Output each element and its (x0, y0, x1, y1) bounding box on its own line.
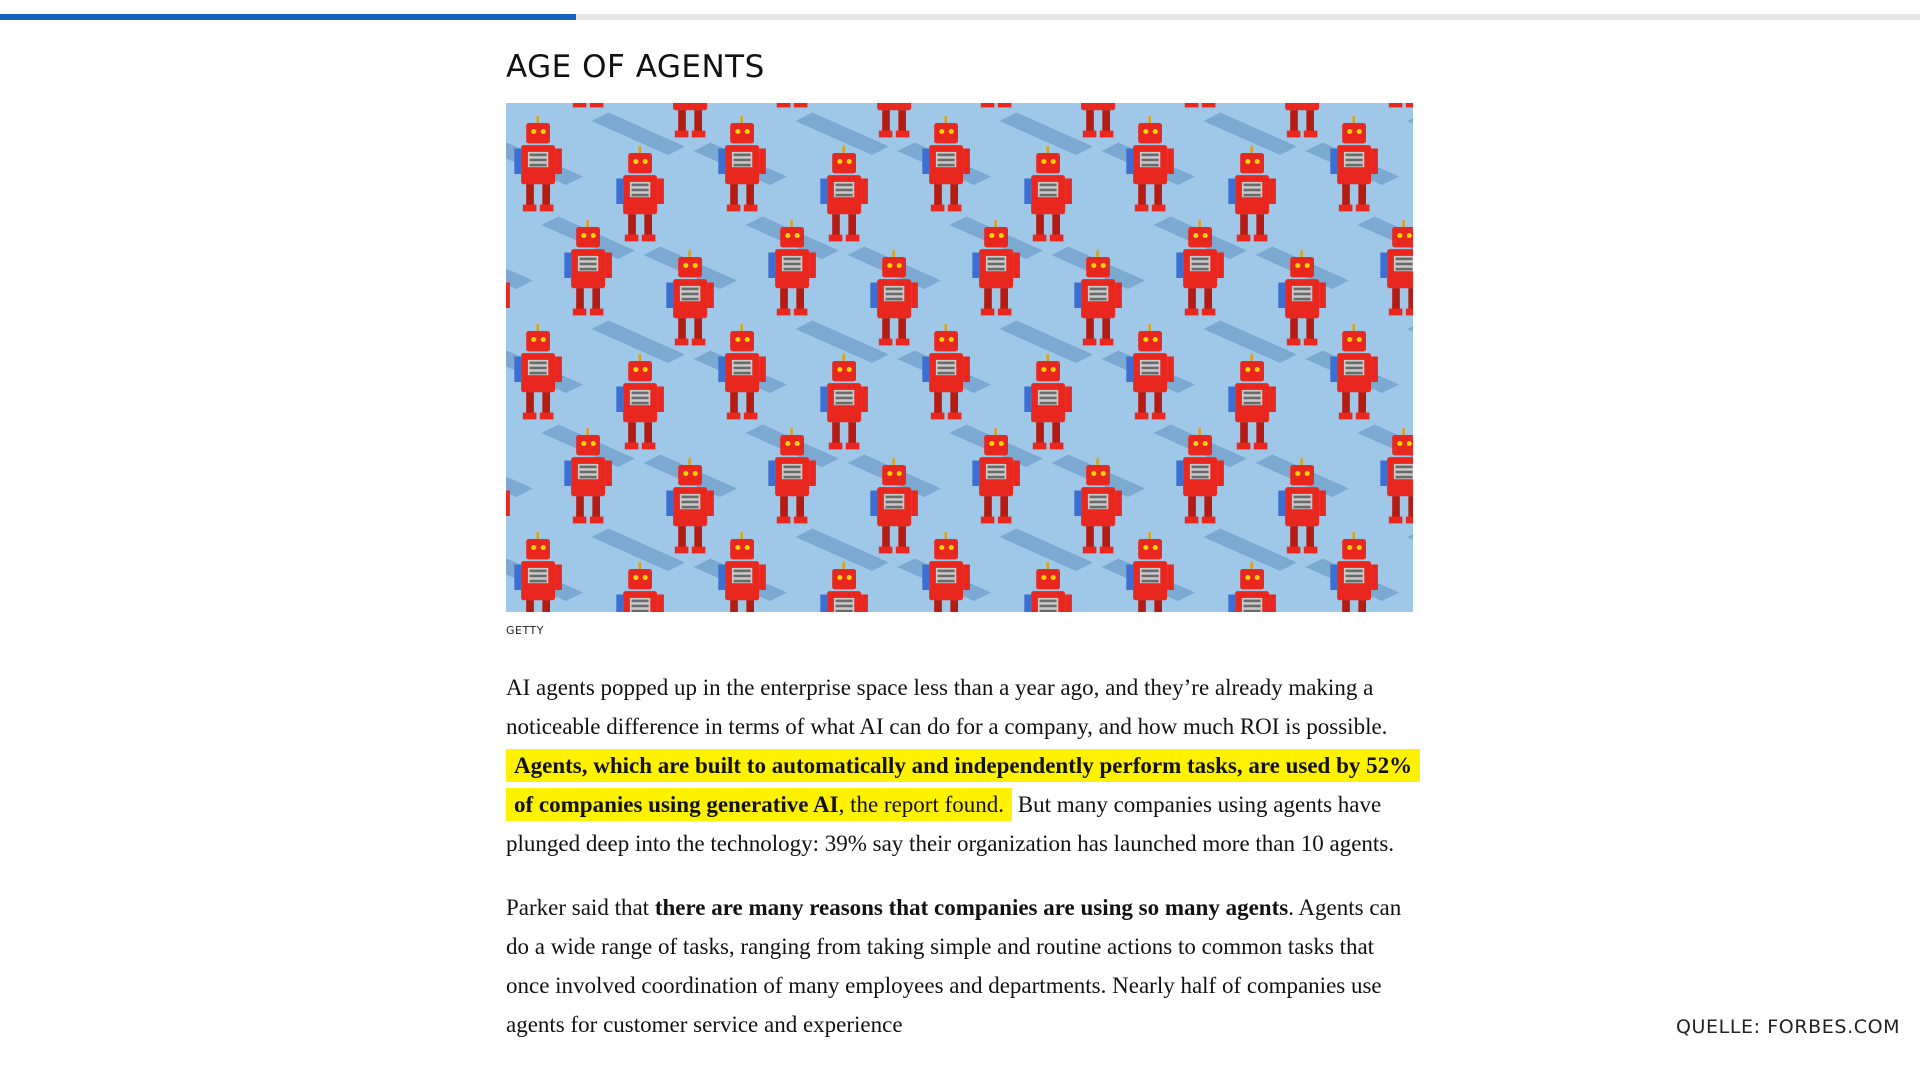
robot-figure (768, 103, 889, 155)
robot-figure (1380, 220, 1413, 363)
paragraph-2-text-end: . Agents can do a wide range of tasks, ranging from taking simple and routine actions to common tasks that once involved coordination of many employees and departments. Nearly half of companies use agents for customer service and experience (506, 895, 1402, 1037)
paragraph-1 (506, 668, 1416, 863)
image-caption: GETTY (506, 624, 544, 637)
paragraph-1-text-end: But many companies using agents have plunged deep into the technology: 39% say their organization has launched more than 10 agents. (506, 792, 1395, 856)
reading-progress-bar (0, 14, 1920, 20)
highlighted-bold-text: Agents, which are built to automatically and independently perform tasks, are used by 52% of companies using generative AI (514, 753, 1413, 817)
article (506, 30, 1416, 1037)
robot-figure (1330, 532, 1413, 612)
paragraph-2-text: Parker said that (506, 895, 655, 920)
robot-figure (1380, 428, 1413, 571)
paragraph-2 (506, 888, 1416, 1044)
robot-figure (564, 103, 685, 155)
hero-image (506, 103, 1413, 612)
section-title: AGE OF AGENTS (506, 49, 765, 85)
reading-progress-fill (0, 14, 576, 20)
report-link[interactable]: , the report found. (838, 792, 1004, 817)
paragraph-2-bold: there are many reasons that companies are using so many agents (654, 895, 1289, 920)
paragraph-1-text: AI agents popped up in the enterprise space less than a year ago, and they’re already making a noticeable difference in terms of what AI can do for a company, and how much ROI is possible. (506, 675, 1388, 739)
robot-figure (1380, 103, 1413, 155)
article-body (506, 668, 1416, 1069)
robot-figure (972, 103, 1093, 155)
source-label: QUELLE: FORBES.COM (1676, 1016, 1901, 1038)
robot-figure (1176, 103, 1297, 155)
